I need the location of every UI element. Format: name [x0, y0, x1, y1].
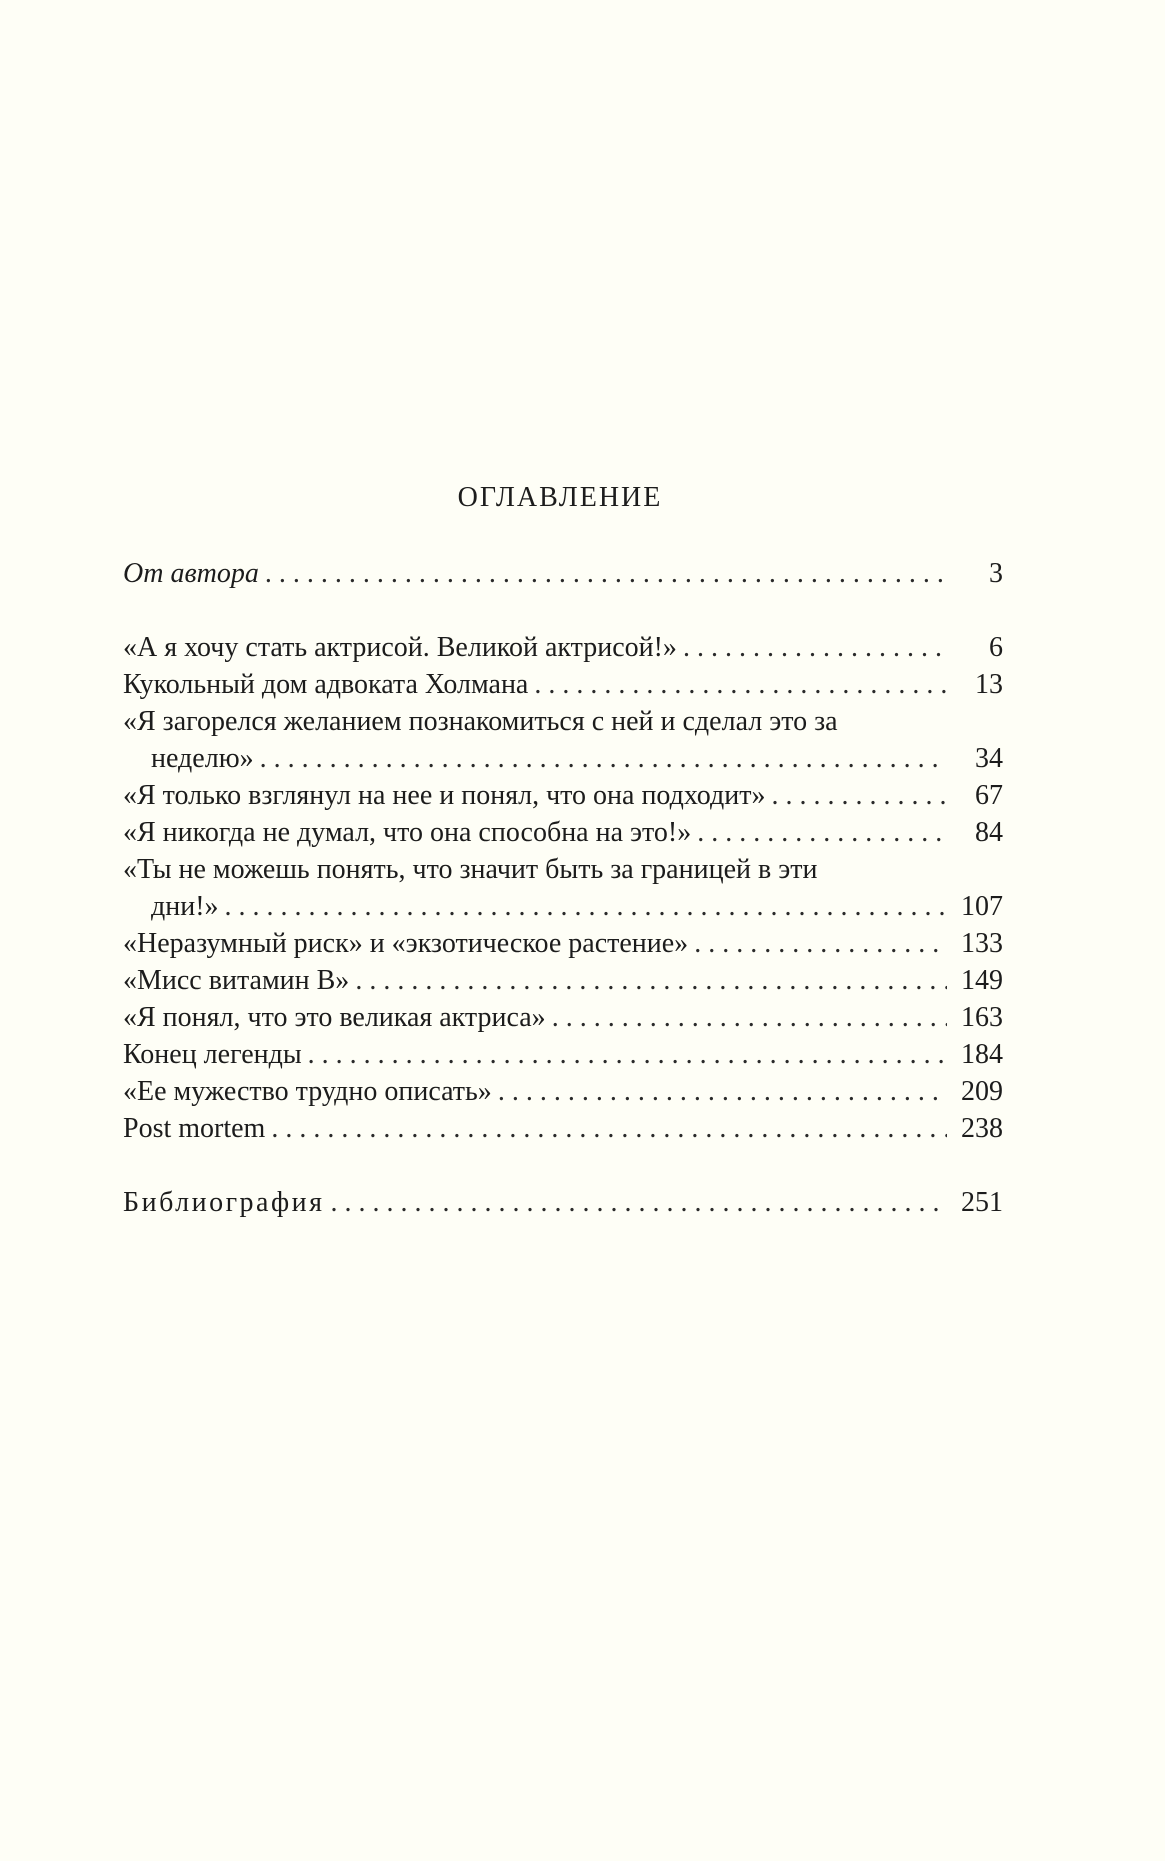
toc-dot-leader [331, 1184, 948, 1221]
toc-dot-leader [534, 666, 947, 703]
toc-entry-title-line-2: дни!» [151, 891, 219, 922]
toc-entry-title: «Мисс витамин В» [123, 965, 350, 996]
toc-entry-page: 133 [961, 928, 1003, 959]
toc-entry-title: Конец легенды [123, 1039, 302, 1070]
toc-entry-post-mortem[interactable] [123, 1110, 1003, 1147]
toc-entry-title: От автора [123, 558, 259, 589]
toc-entry-chapter-9[interactable] [123, 999, 1003, 1036]
toc-dot-leader [697, 814, 947, 851]
toc-entry-chapter-2[interactable] [123, 666, 1003, 703]
toc-entry-page: 107 [961, 891, 1003, 922]
toc-dot-leader [308, 1036, 947, 1073]
toc-entry-page: 34 [975, 743, 1003, 774]
toc-entry-title: «Ее мужество трудно описать» [123, 1076, 492, 1107]
toc-entry-page: 251 [961, 1187, 1003, 1218]
toc-entry-title-line-1: «Ты не можешь понять, что значит быть за границей в эти [123, 854, 818, 885]
toc-entry-title: Кукольный дом адвоката Холмана [123, 669, 529, 700]
table-of-contents [123, 555, 1003, 1221]
toc-entry-chapter-8[interactable] [123, 962, 1003, 999]
toc-dot-leader [683, 629, 947, 666]
toc-entry-title: «Я никогда не думал, что она способна на это!» [123, 817, 692, 848]
toc-entry-title: «Неразумный риск» и «экзотическое растение» [123, 928, 689, 959]
toc-entry-page: 209 [961, 1076, 1003, 1107]
toc-dot-leader [355, 962, 947, 999]
toc-dot-leader [498, 1073, 947, 1110]
toc-dot-leader [225, 888, 947, 925]
toc-entry-title: Post mortem [123, 1113, 266, 1144]
toc-entry-page: 149 [961, 965, 1003, 996]
toc-entry-title: Библиография [123, 1187, 325, 1218]
toc-dot-leader [271, 1110, 947, 1147]
toc-entry-chapter-6[interactable] [123, 851, 1003, 925]
toc-dot-leader [694, 925, 947, 962]
toc-dot-leader [265, 555, 947, 592]
toc-entry-page: 3 [989, 558, 1003, 589]
toc-entry-title: «Я понял, что это великая актриса» [123, 1002, 546, 1033]
toc-dot-leader [260, 740, 947, 777]
toc-entry-page: 67 [975, 780, 1003, 811]
toc-entry-title-line-2: неделю» [151, 743, 254, 774]
toc-entry-title-line-1: «Я загорелся желанием познакомиться с ней и сделал это за [123, 706, 838, 737]
toc-entry-chapter-3[interactable] [123, 703, 1003, 777]
toc-dot-leader [771, 777, 947, 814]
toc-entry-page: 6 [989, 632, 1003, 663]
toc-heading: ОГЛАВЛЕНИЕ [457, 482, 663, 513]
toc-entry-preface[interactable] [123, 555, 1003, 592]
toc-dot-leader [552, 999, 947, 1036]
toc-entry-chapter-5[interactable] [123, 814, 1003, 851]
toc-entry-page: 184 [961, 1039, 1003, 1070]
toc-entry-chapter-1[interactable] [123, 629, 1003, 666]
toc-entry-title: «А я хочу стать актрисой. Великой актрисой!» [123, 632, 677, 663]
toc-entry-chapter-10[interactable] [123, 1036, 1003, 1073]
toc-entry-chapter-11[interactable] [123, 1073, 1003, 1110]
toc-entry-page: 163 [961, 1002, 1003, 1033]
toc-entry-page: 238 [961, 1113, 1003, 1144]
toc-entry-chapter-7[interactable] [123, 925, 1003, 962]
toc-entry-page: 84 [975, 817, 1003, 848]
toc-entry-title: «Я только взглянул на нее и понял, что она подходит» [123, 780, 766, 811]
toc-entry-chapter-4[interactable] [123, 777, 1003, 814]
toc-entry-bibliography[interactable] [123, 1184, 1003, 1221]
toc-entry-page: 13 [975, 669, 1003, 700]
